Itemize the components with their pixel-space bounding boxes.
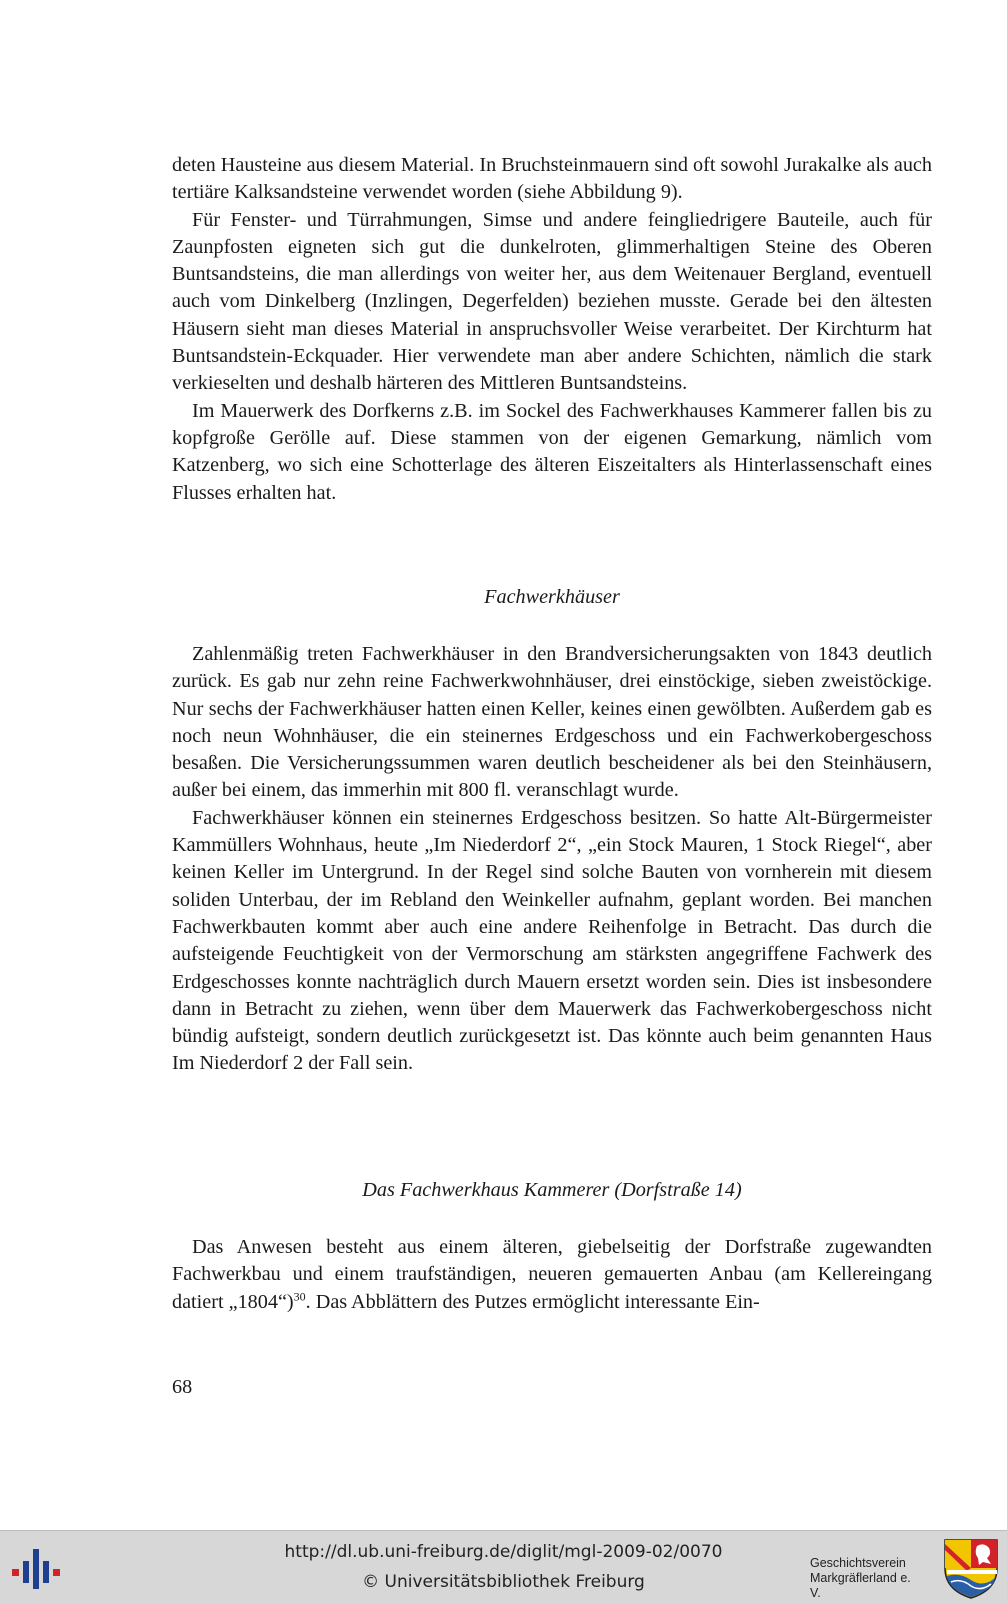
- paragraph-text: . Das Abblättern des Putzes ermöglicht interessante Ein-: [305, 1290, 760, 1313]
- society-name-line: Markgräflerland e. V.: [810, 1571, 911, 1600]
- section-heading-fachwerkhaus-kammerer: Das Fachwerkhaus Kammerer (Dorfstraße 14): [362, 1179, 742, 1201]
- paragraph: Fachwerkhäuser können ein steinernes Erdgeschoss besitzen. So hatte Alt-Bürgermeister Kammüllers Wohnhaus, heute „Im Niederdorf 2“, „ein Stock Mauren, 1 Stock Riegel“, aber keinen Keller im Untergrund. In der Regel sind solche Bauten von vornherein mit diesem soliden Unterbau, der im Rebland den Weinkeller aufnahm, geplant worden. Bei manchen Fachwerkbauten kommt aber auch eine andere Reihenfolge in Betracht. Das durch die aufsteigende Feuchtigkeit von der Vermorschung am stärksten angegriffene Fachwerk des Erdgeschosses konnte nachträglich durch Mauern ersetzt worden sein. Dies ist insbesondere dann in Betracht zu ziehen, wenn über dem Mauerwerk das Fachwerkobergeschoss nicht bündig aufsteigt, sondern deutlich zurückgesetzt ist. Das könnte auch beim genannten Haus Im Niederdorf 2 der Fall sein.: [172, 806, 932, 1075]
- markgraeflerland-crest-icon[interactable]: [943, 1538, 999, 1600]
- society-name: [810, 1556, 920, 1601]
- paragraph: [172, 1234, 932, 1316]
- paragraph: Zahlenmäßig treten Fachwerkhäuser in den Brandversicherungsakten von 1843 deutlich zurück. Es gab nur zehn reine Fachwerkwohnhäuser, drei einstöckige, sieben zweistöckige. Nur sechs der Fachwerkhäuser hatten einen Keller, keines einen gewölbten. Außerdem gab es noch neun Wohnhäuser, die ein steinernes Erdgeschoss und ein Fachwerkobergeschoss besaßen. Die Versicherungssummen waren deutlich bescheidener als bei den Steinhäusern, außer bei einem, das immerhin mit 800 fl. veranschlagt wurde.: [172, 643, 932, 802]
- viewer-footer: [0, 1530, 1007, 1604]
- permalink-url[interactable]: http://dl.ub.uni-freiburg.de/diglit/mgl-2009-02/0070: [284, 1542, 723, 1562]
- society-name-line: Geschichtsverein: [810, 1556, 906, 1570]
- text-section-middle: [172, 641, 932, 1078]
- text-section-bottom: [172, 1234, 932, 1316]
- text-section-top: [172, 152, 932, 507]
- footnote-ref[interactable]: 30: [293, 1288, 306, 1303]
- paragraph: Im Mauerwerk des Dorfkerns z.B. im Sockel des Fachwerkhauses Kammerer fallen bis zu kopfgroße Gerölle auf. Diese stammen von der eigenen Gemarkung, nämlich vom Katzenberg, wo sich eine Schotterlage des älteren Eiszeitalters als Hinterlassenschaft eines Flusses erhalten hat.: [172, 399, 932, 504]
- section-heading-fachwerkhaeuser: Fachwerkhäuser: [484, 586, 620, 608]
- paragraph-text: Das Anwesen besteht aus einem älteren, giebelseitig der Dorfstraße zugewandten Fachwerkbau und einem traufständigen, neueren gemauerten Anbau (am Kellereingang datiert „1804“): [172, 1236, 932, 1313]
- page-number: 68: [172, 1376, 193, 1398]
- copyright-text: © Universitätsbibliothek Freiburg: [362, 1572, 645, 1592]
- paragraph: Für Fenster- und Türrahmungen, Simse und andere feingliedrigere Bauteile, auch für Zaunpfosten eigneten sich gut die dunkelroten, glimmerhaltigen Steine des Oberen Buntsandsteins, die man allerdings von weiter her, aus dem Weitenauer Bergland, eventuell auch vom Dinkelberg (Inzlingen, Degerfelden) beziehen musste. Gerade bei den ältesten Häusern sieht man dieses Material in anspruchsvoller Weise verarbeitet. Der Kirchturm hat Buntsandstein-Eckquader. Hier verwendete man aber andere Schichten, nämlich die stark verkieselten und deshalb härteren des Mittleren Buntsandsteins.: [172, 208, 932, 395]
- paragraph: deten Hausteine aus diesem Material. In Bruchsteinmauern sind oft sowohl Jurakalke als auch tertiäre Kalksandsteine verwendet worden (siehe Abbildung 9).: [172, 154, 932, 204]
